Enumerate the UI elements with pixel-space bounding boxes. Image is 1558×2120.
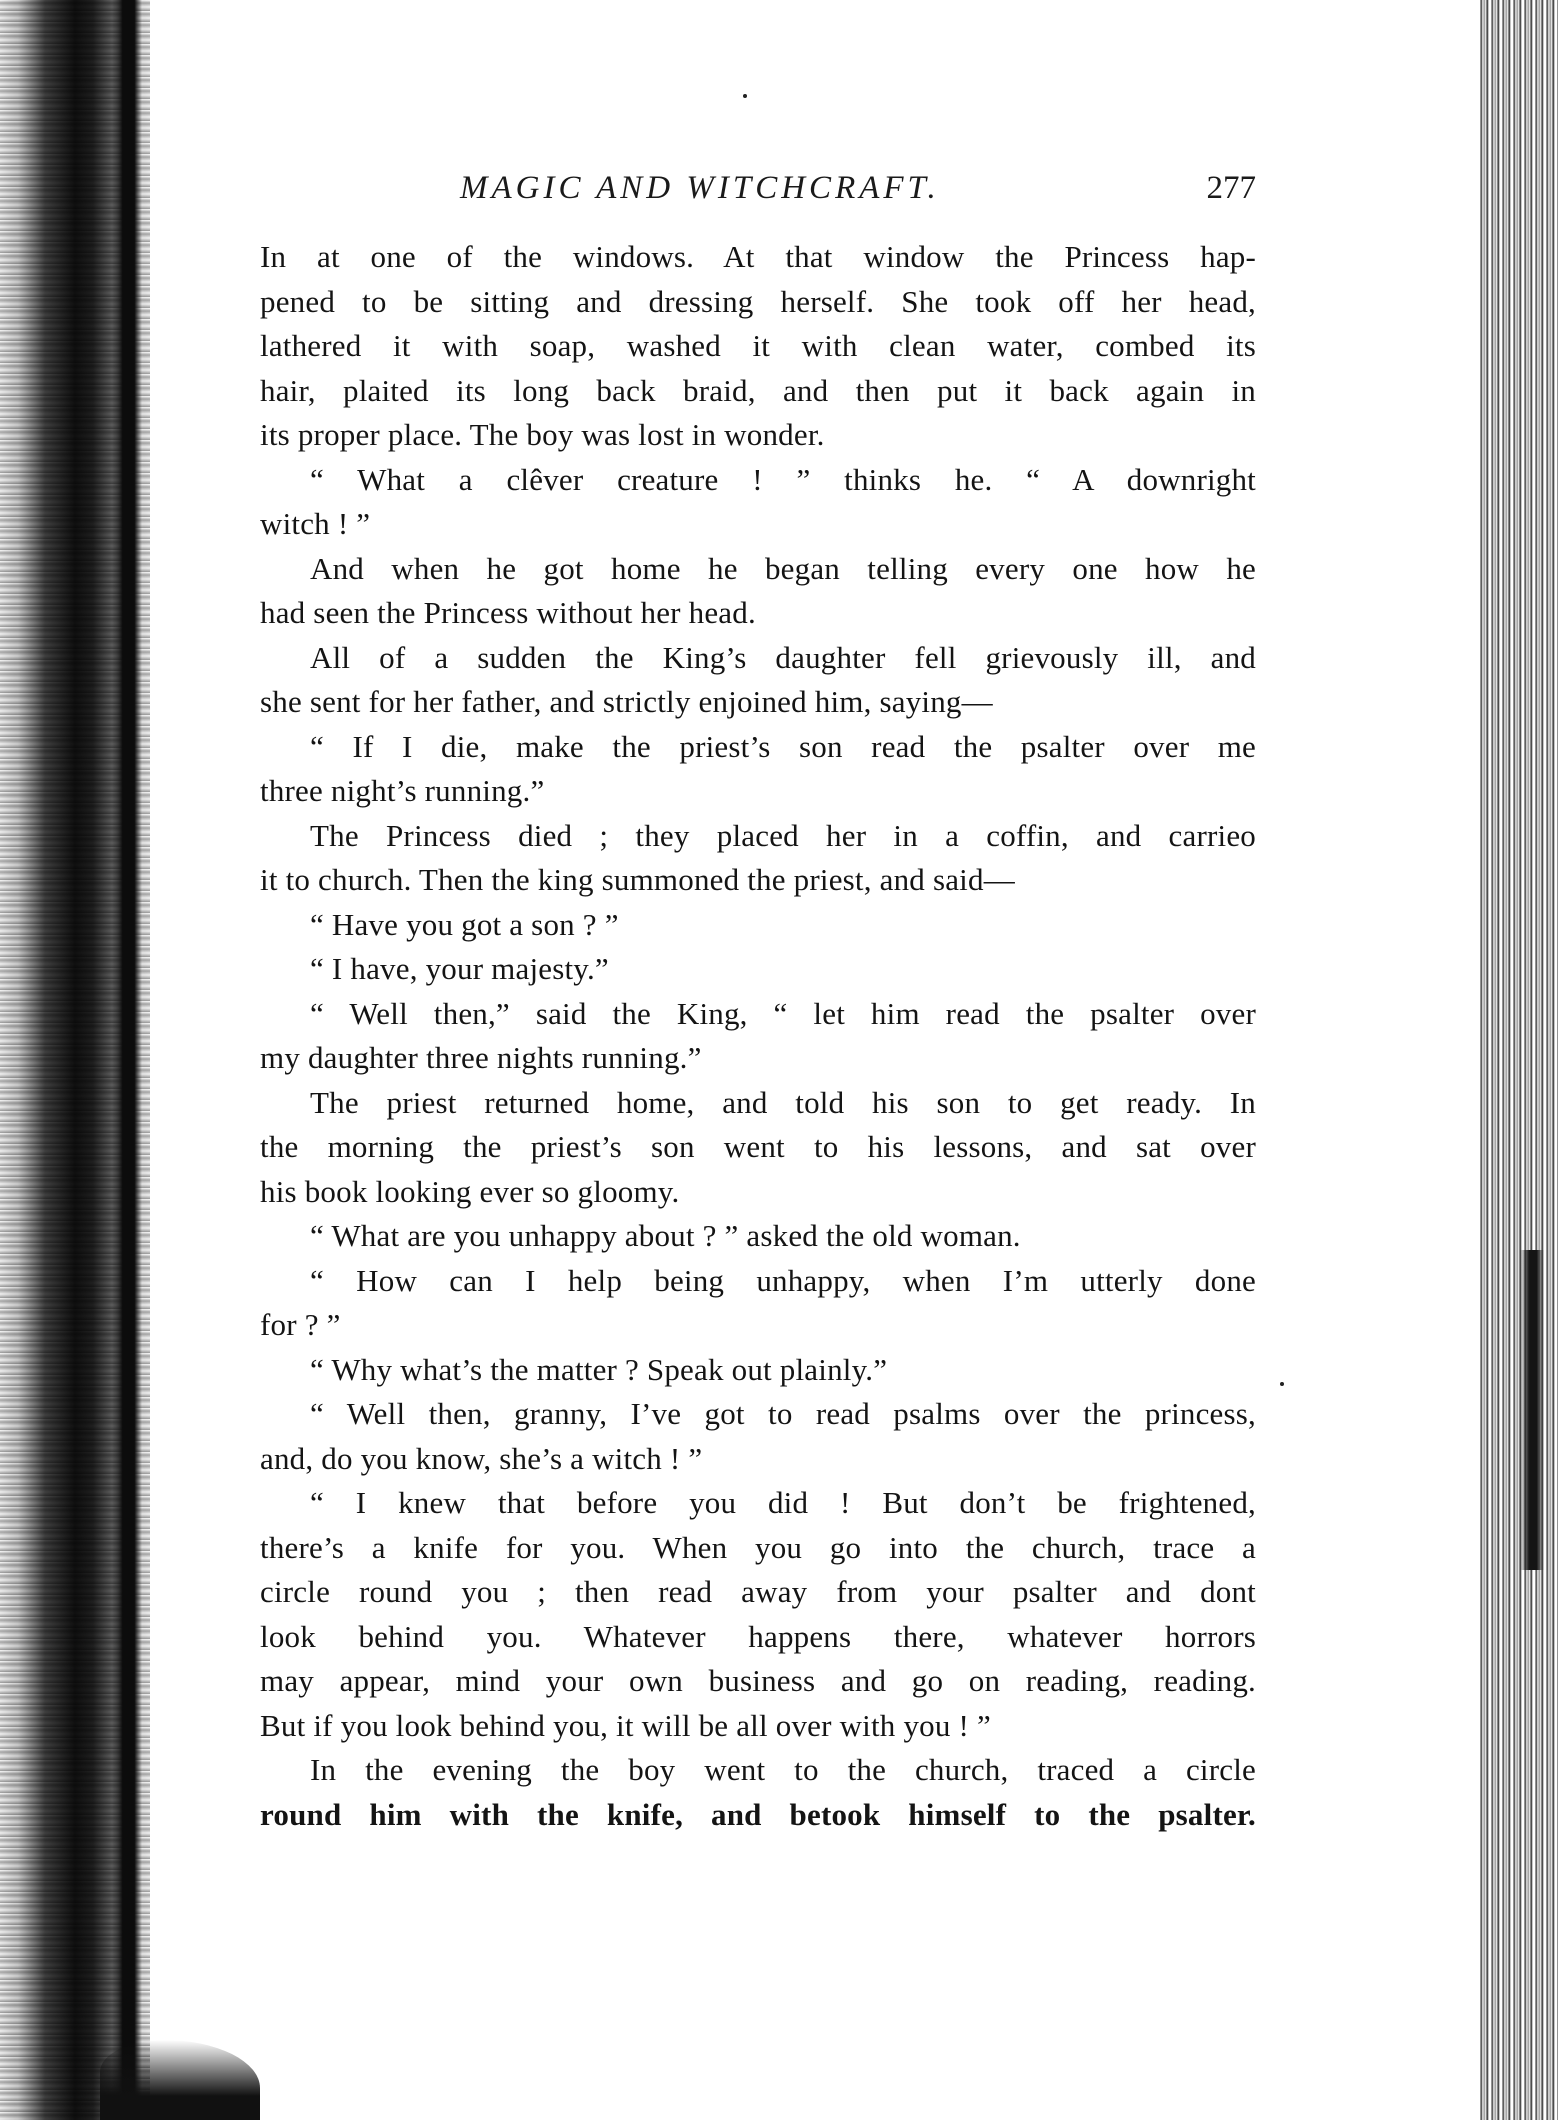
page-edges xyxy=(1478,0,1558,2120)
text-line: And when he got home he began telling every one how he xyxy=(310,550,1256,586)
text-line: for ? ” xyxy=(260,1307,341,1342)
text-line: But if you look behind you, it will be all over with you ! ” xyxy=(260,1707,991,1743)
text-line: my daughter three nights running.” xyxy=(260,1040,702,1075)
text-line: “ If I die, make the priest’s son read the psalter over me xyxy=(310,728,1256,764)
text-line: “ What are you unhappy about ? ” asked the old woman. xyxy=(310,1218,1021,1253)
text-line: In the evening the boy went to the church, traced a circle xyxy=(310,1752,1256,1787)
text-line: pened to be sitting and dressing herself. She took off her head, xyxy=(260,283,1256,319)
text-line: may appear, mind your own business and go on reading, reading. xyxy=(260,1663,1256,1698)
text-line: “ I have, your majesty.” xyxy=(310,951,609,986)
text-line: three night’s running.” xyxy=(260,773,545,808)
text-line: “ Well then, granny, I’ve got to read psalms over the princess, xyxy=(310,1396,1256,1431)
book-spine-core xyxy=(112,0,142,2120)
running-title: MAGIC AND WITCHCRAFT. xyxy=(460,170,940,206)
text-line: round him with the knife, and betook himself to the psalter. xyxy=(260,1796,1256,1832)
body-text xyxy=(260,235,1256,1837)
text-line: “ What a clêver creature ! ” thinks he. “ A downright xyxy=(310,461,1256,497)
text-line: she sent for her father, and strictly enjoined him, saying— xyxy=(260,684,993,719)
text-line: witch ! ” xyxy=(260,506,371,541)
text-line: The priest returned home, and told his son to get ready. In xyxy=(310,1084,1256,1120)
text-line: “ How can I help being unhappy, when I’m utterly done xyxy=(310,1262,1256,1298)
print-speck xyxy=(743,94,747,98)
text-line: “ I knew that before you did ! But don’t be frightened, xyxy=(310,1485,1256,1520)
text-line: had seen the Princess without her head. xyxy=(260,595,756,630)
book-spine-bottom-shadow xyxy=(100,2040,260,2120)
running-head xyxy=(260,170,1256,220)
text-line: hair, plaited its long back braid, and then put it back again in xyxy=(260,372,1256,408)
page-number: 277 xyxy=(1206,170,1256,206)
text-line: “ Why what’s the matter ? Speak out plainly.” xyxy=(310,1351,888,1387)
print-speck xyxy=(1280,1382,1284,1386)
text-line: In at one of the windows. At that window the Princess hap- xyxy=(260,239,1256,274)
text-line: circle round you ; then read away from your psalter and dont xyxy=(260,1574,1256,1609)
text-line: “ Well then,” said the King, “ let him read the psalter over xyxy=(310,995,1256,1031)
text-line: there’s a knife for you. When you go into the church, trace a xyxy=(260,1529,1256,1565)
text-line: look behind you. Whatever happens there, whatever horrors xyxy=(260,1618,1256,1654)
text-line: it to church. Then the king summoned the priest, and said— xyxy=(260,862,1015,897)
text-line: The Princess died ; they placed her in a coffin, and carrieo xyxy=(310,817,1256,853)
text-line: and, do you know, she’s a witch ! ” xyxy=(260,1440,703,1476)
text-line: All of a sudden the King’s daughter fell grievously ill, and xyxy=(310,639,1256,675)
page-edge-shadow xyxy=(1520,1250,1544,1570)
text-line: “ Have you got a son ? ” xyxy=(310,906,619,942)
text-line: the morning the priest’s son went to his lessons, and sat over xyxy=(260,1129,1256,1164)
text-line: lathered it with soap, washed it with clean water, combed its xyxy=(260,328,1256,363)
text-line: its proper place. The boy was lost in wonder. xyxy=(260,417,825,452)
text-line: his book looking ever so gloomy. xyxy=(260,1173,680,1209)
